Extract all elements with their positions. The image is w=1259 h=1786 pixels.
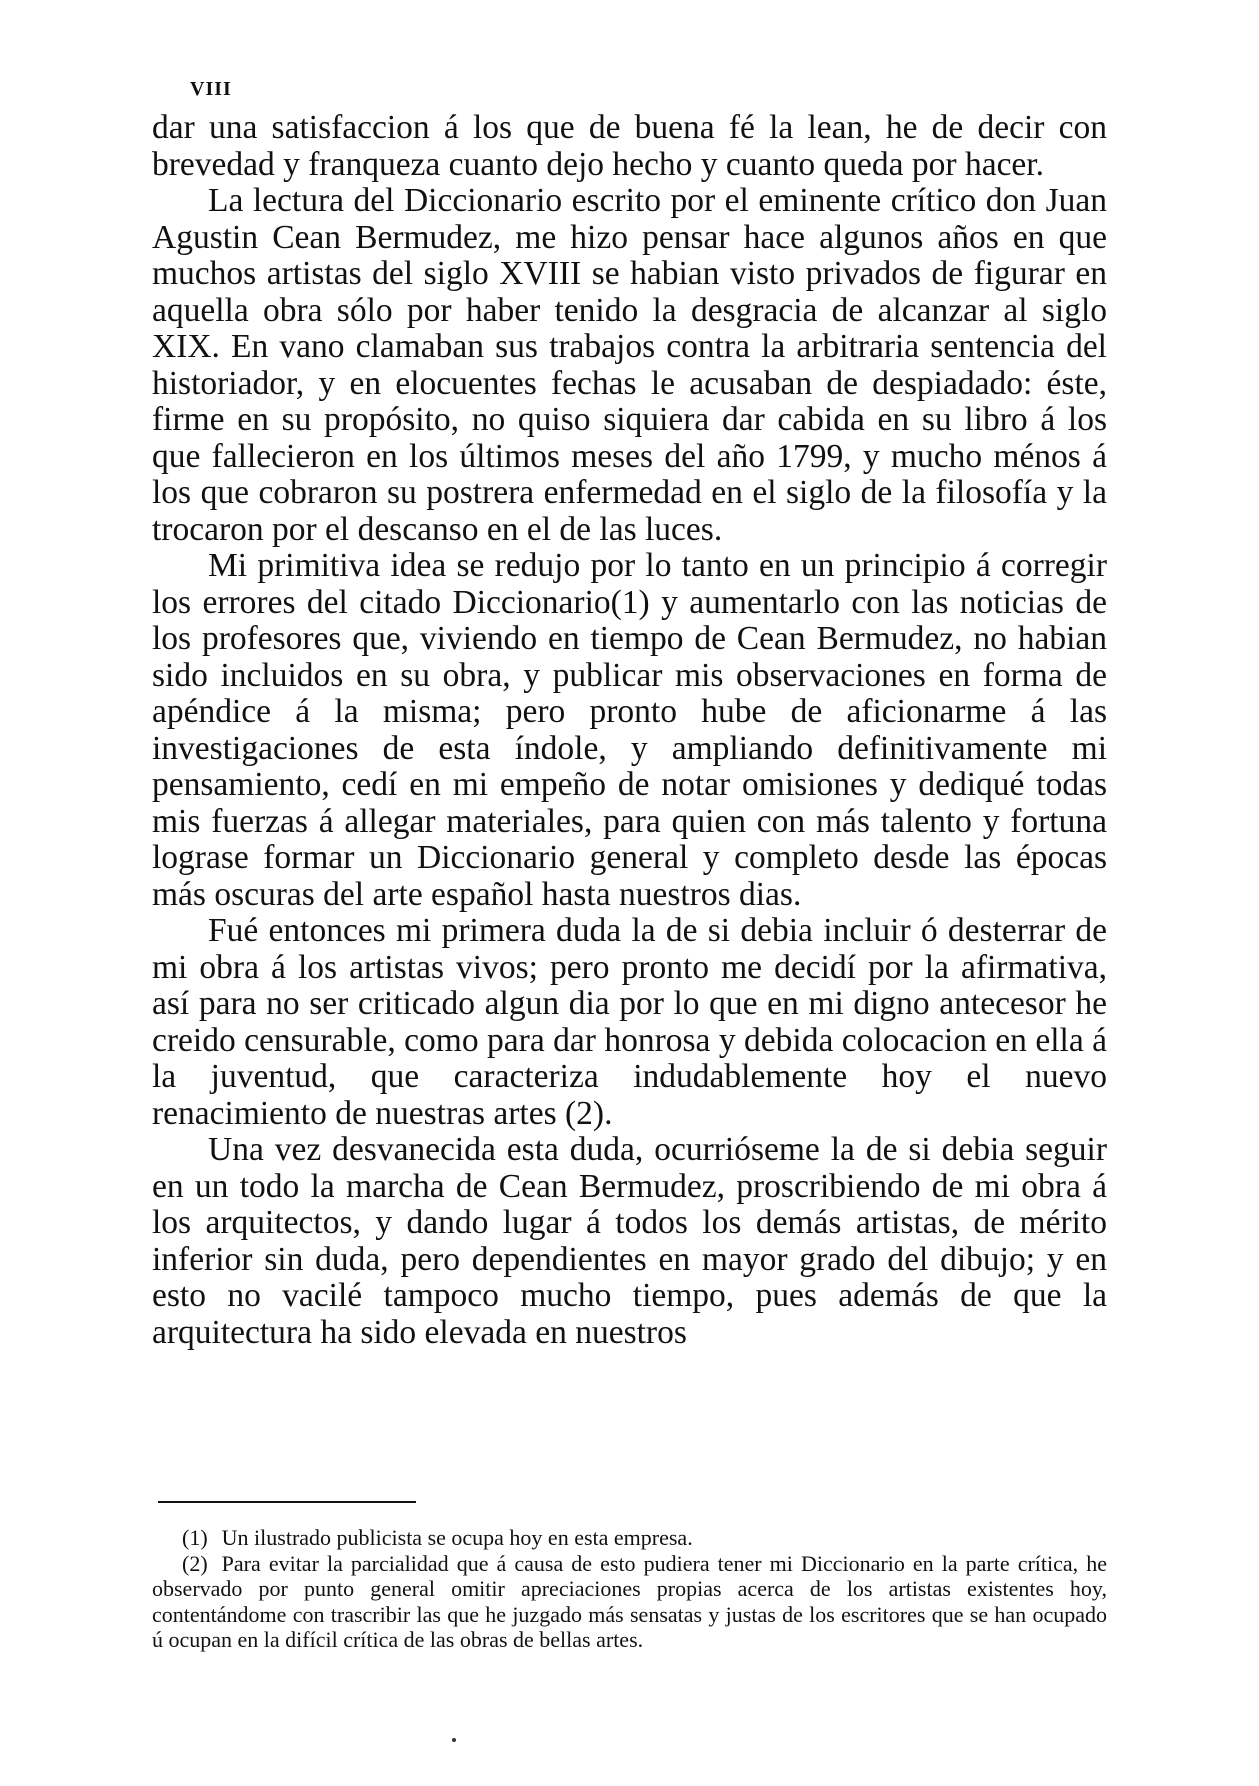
paragraph-text-segment: y aumentarlo con las noticias de los profesores que, viviendo en tiempo de Cean Bermudez, no habian sido incluidos en su obra, y publicar mis observaciones en forma de apéndice á la misma; pero pronto hube de aficionarme á las investigaciones de esta índole, y ampliando definitivamente mi pensamiento, cedí en mi empeño de notar omisiones y dediqué todas mis fuerzas á allegar materiales, para quien con más talento y fortuna lograse formar un Diccionario general y completo desde las épocas más oscuras del arte español hasta nuestros dias. bbox=[152, 583, 1107, 913]
paragraph-text-segment: Fué entonces mi primera duda la de si debia incluir ó desterrar de mi obra á los artistas vivos; pero pronto me decidí por la afirmativa, así para no ser criticado algun dia por lo que en mi digno antecesor he creido censurable, como para dar honrosa y debida colocacion en ella á la juventud, que caracteriza indudablemente hoy el nuevo renacimiento de nuestras artes bbox=[152, 912, 1107, 1132]
page-number: VIII bbox=[190, 78, 232, 100]
footnote-text: Para evitar la parcialidad que á causa de esto pudiera tener mi Diccionario en la parte crítica, he observado por punto general omitir apreciaciones propias acerca de los artistas existentes hoy, contentándome con trascribir las que he juzgado más sensatas y justas de los escritores que se han ocupado ú ocupan en la difícil crítica de las obras de bellas artes. bbox=[152, 1550, 1107, 1652]
paragraph-text-segment: . bbox=[604, 1094, 613, 1132]
paragraph-text-segment: Mi primitiva idea se redujo por lo tanto en un principio á corregir los errores del citado Diccionario bbox=[152, 547, 1107, 621]
footnote-reference-1: (1) bbox=[610, 583, 650, 621]
footnote-1 bbox=[152, 1525, 1107, 1551]
paragraph-arquitectos: Una vez desvanecida esta duda, ocurrióseme la de si debia seguir en un todo la marcha de Cean Bermudez, proscribiendo de mi obra á los arquitectos, y dando lugar á todos los demás artistas, de mérito inferior sin duda, pero dependientes en mayor grado del dibujo; y en esto no vacilé tampoco mucho tiempo, pues además de que la arquitectura ha sido elevada en nuestros bbox=[152, 1131, 1107, 1351]
footnote-divider bbox=[158, 1501, 416, 1503]
paragraph-continuation: dar una satisfaccion á los que de buena fé la lean, he de decir con brevedad y franqueza cuanto dejo hecho y cuanto queda por hacer. bbox=[152, 109, 1107, 183]
paragraph-artistas-vivos bbox=[152, 913, 1107, 1132]
footnotes bbox=[152, 1525, 1107, 1653]
footnote-2 bbox=[152, 1551, 1107, 1653]
paragraph-primitiva-idea bbox=[152, 548, 1107, 913]
footnote-text: Un ilustrado publicista se ocupa hoy en esta empresa. bbox=[221, 1525, 693, 1550]
footnote-reference-2: (2) bbox=[565, 1094, 605, 1132]
printer-dot bbox=[452, 1738, 456, 1742]
body-text bbox=[152, 110, 1107, 1351]
paragraph-diccionario-lectura: La lectura del Diccionario escrito por el eminente crítico don Juan Agustin Cean Bermudez, me hizo pensar hace algunos años en que muchos artistas del siglo XVIII se habian visto privados de figurar en aquella obra sólo por haber tenido la desgracia de alcanzar al siglo XIX. En vano clamaban sus trabajos contra la arbitraria sentencia del historiador, y en elocuentes fechas le acusaban de despiadado: éste, firme en su propósito, no quiso siquiera dar cabida en su libro á los que fallecieron en los últimos meses del año 1799, y mucho ménos á los que cobraron su postrera enfermedad en el siglo de la filosofía y la trocaron por el descanso en el de las luces. bbox=[152, 182, 1107, 548]
footnote-mark: (2) bbox=[182, 1550, 208, 1576]
footnote-mark: (1) bbox=[182, 1525, 208, 1550]
